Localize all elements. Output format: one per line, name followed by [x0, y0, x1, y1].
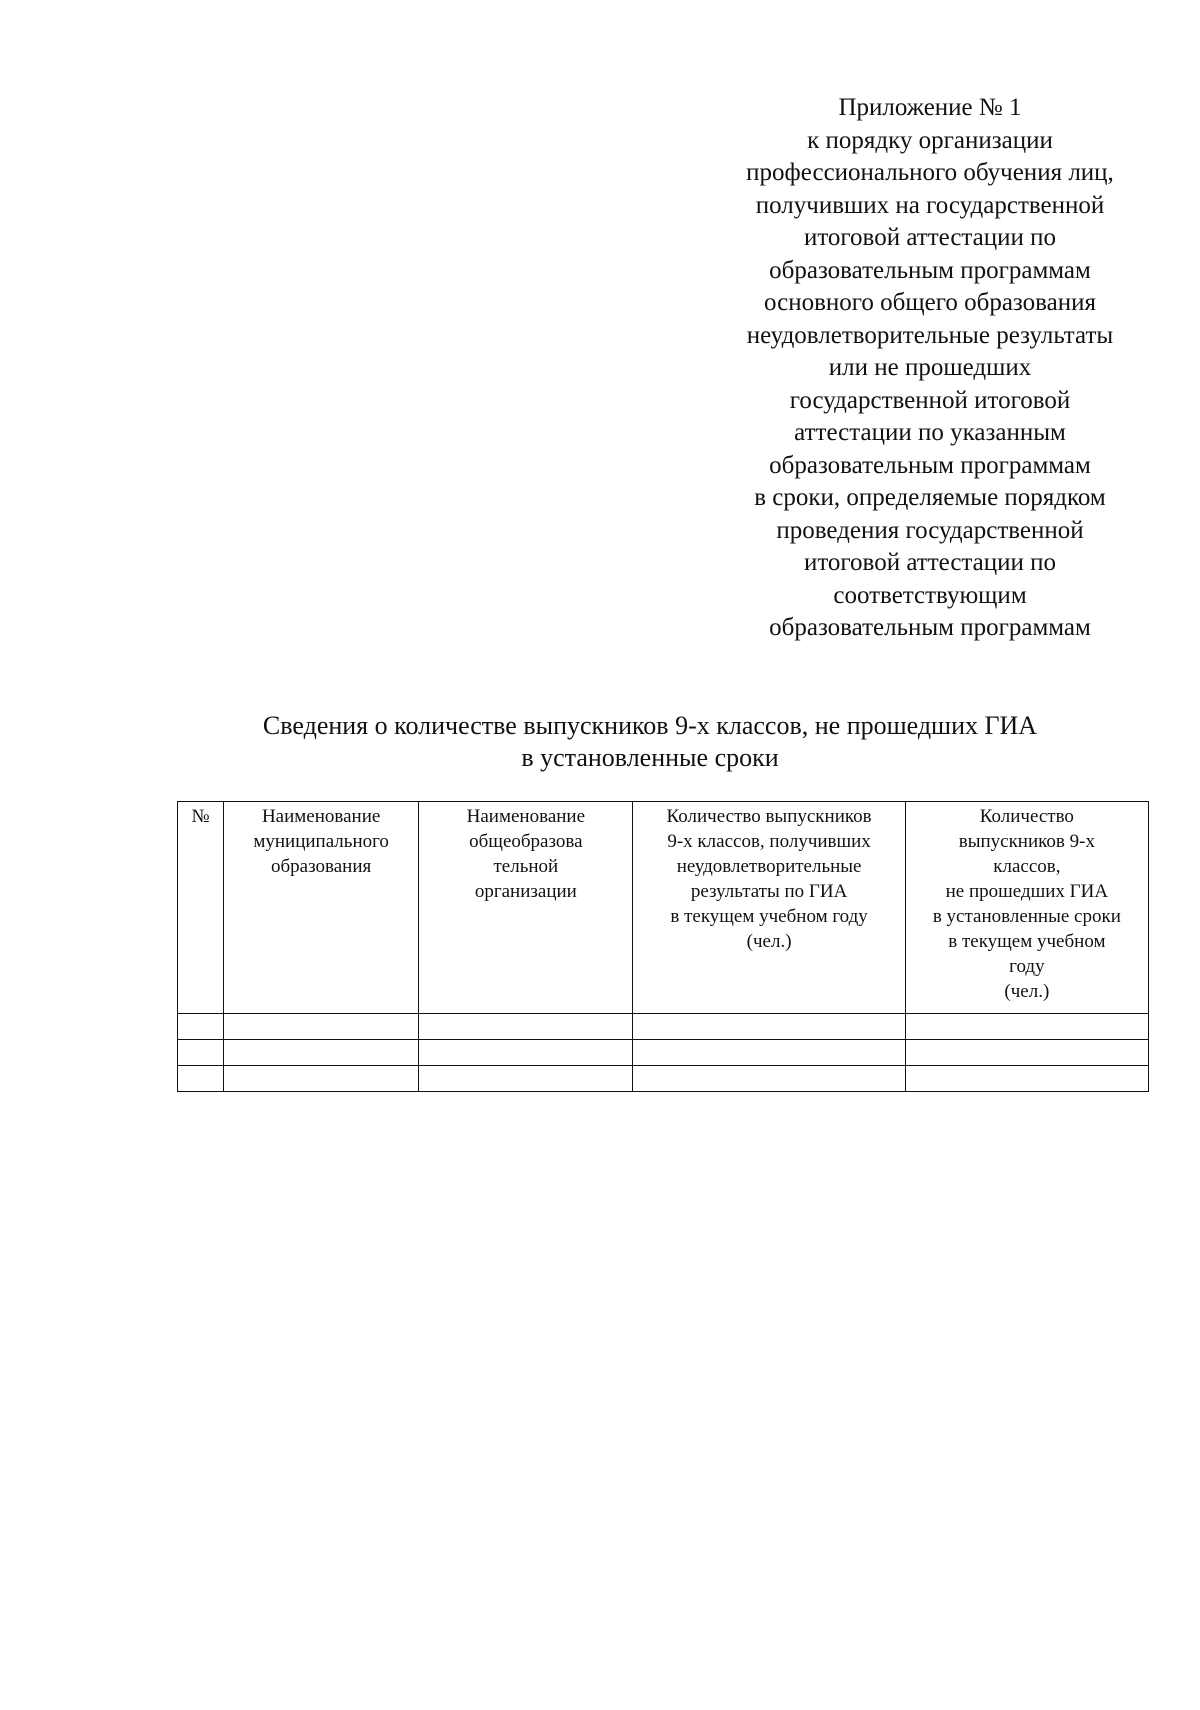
table-cell [633, 1040, 905, 1066]
table-row [178, 1040, 1149, 1066]
appendix-line: итоговой аттестации по [803, 549, 1057, 576]
table-cell [419, 1066, 633, 1092]
appendix-line: образовательным программам [769, 256, 1091, 284]
header-not-passed-count: Количество выпускников 9-х классов, не прошедших ГИА в установленные сроки в текущем учебном году (чел.) [905, 802, 1148, 1014]
title-line: Сведения о количестве выпускников 9-х классов, не прошедших ГИА [262, 711, 1038, 740]
table-cell [178, 1040, 224, 1066]
appendix-line: соответствующим [833, 581, 1027, 609]
table-cell [419, 1040, 633, 1066]
appendix-line: государственной итоговой [789, 386, 1071, 414]
header-municipality: Наименование муниципального образования [224, 802, 419, 1014]
table-row [178, 1014, 1149, 1040]
appendix-line: итоговой аттестации по [803, 224, 1057, 251]
table-cell [224, 1066, 419, 1092]
appendix-line: аттестации по указанным [794, 419, 1066, 446]
header-number: № [178, 802, 224, 1014]
appendix-line: проведения государственной [776, 516, 1084, 544]
table-cell [633, 1066, 905, 1092]
table-cell [224, 1040, 419, 1066]
table-cell [905, 1014, 1148, 1040]
table-cell [178, 1014, 224, 1040]
appendix-line: образовательным программам [769, 451, 1091, 479]
appendix-line: неудовлетворительные результаты [746, 321, 1114, 349]
table-cell [419, 1014, 633, 1040]
table-header-row [178, 802, 1149, 1014]
table-cell [178, 1066, 224, 1092]
appendix-line: основного общего образования [764, 289, 1096, 316]
document-title [160, 710, 1140, 774]
table-cell [905, 1040, 1148, 1066]
appendix-line: или не прошедших [828, 354, 1032, 381]
header-failed-count: Количество выпускников 9-х классов, получивших неудовлетворительные результаты по ГИА в текущем учебном году (чел.) [633, 802, 905, 1014]
title-line: в установленные сроки [521, 743, 779, 772]
appendix-line: в сроки, определяемые порядком [754, 484, 1106, 511]
appendix-note [700, 92, 1160, 645]
appendix-line: к порядку организации [807, 126, 1053, 154]
header-organization: Наименование общеобразова тельной организации [419, 802, 633, 1014]
table-cell [905, 1066, 1148, 1092]
graduates-table [177, 801, 1149, 1092]
appendix-line: профессионального обучения лиц, [746, 159, 1114, 186]
table-row [178, 1066, 1149, 1092]
appendix-line: получивших на государственной [755, 191, 1105, 219]
table-cell [224, 1014, 419, 1040]
appendix-line: Приложение № 1 [838, 94, 1022, 121]
appendix-line: образовательным программам [769, 614, 1091, 641]
table-cell [633, 1014, 905, 1040]
